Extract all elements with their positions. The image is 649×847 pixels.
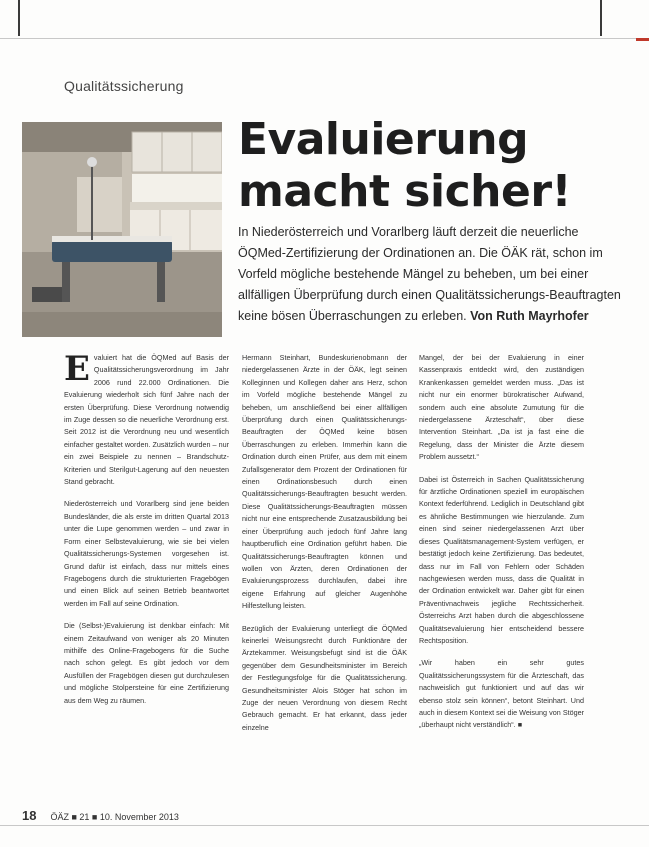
article-column-2 [242, 352, 407, 744]
paragraph: Hermann Steinhart, Bundeskurienobmann der niedergelassenen Ärzte in der ÖÄK, legt seinen Kolleginnen und Kollegen daher ans Herz, schon im Vorfeld mögliche bestehende Mängel zu beheben, um anschließend bei einer allfälligen Überprüfung durch einen Qualitätssicherungs-Beauftragten der ÖQMed keine bösen Überraschungen zu erleben. Immerhin kann die Ordination durch einen Prüfer, aus dem mit einem Zufallsgenerator dem Prozent der Ordinationen für einen Ordinationsbesuch durch einen Qualitätssicherungs-Beauftragten besucht werden. Diese Qualitätssicherungs-Beauftragten müssen nicht nur eine entsprechende Zusatzausbildung bei einer Überprüfung auch jedoch fünf Jahre lang hauptberuflich eine Ordination geführt haben. Die Qualitätssicherungs-Beauftragten können und wollen von Ärzten, deren Ordinationen der Evaluierungsprozess durchlaufen, dabei ihre eigene Erfahrung auf gleicher Augenhöhe Hilfestellung leisten. [242, 353, 407, 611]
dropcap: E [64, 349, 90, 389]
paragraph [419, 657, 584, 731]
bottom-rule [0, 825, 649, 826]
article-photo [22, 122, 222, 337]
page-number: 18 [22, 808, 37, 823]
headline [238, 114, 638, 218]
paragraph: Mangel, der bei der Evaluierung in einer Kassenpraxis entdeckt wird, den zuständigen Krankenkassen gemeldet werden muss. „Das ist nicht nur ein enormer bürokratischer Aufwand, sondern auch eine absolute Zumutung für die niedergelassene Ärzteschaft“, über diese Intervention Steinhart. „Da ist ja fast eine die Regelung, dass der Minister die Ärzte diesem Problem aussetzt.“ [419, 353, 584, 462]
paragraph: Niederösterreich und Vorarlberg sind jene beiden Bundesländer, die als erste im dritten Quartal 2013 unter die Lupe genommen werden – und zwar in Form einer Selbstevaluierung, wie sie bei vielen Qualitätssicherungs-Systemen vorgesehen ist. Grund dafür ist einfach, dass nur mittels eines Fragebogens durch die strukturierten Fragebögen und einen Blick auf seinen Betrieb beantwortet werden im Fall auf seine Ordination. [64, 499, 229, 608]
paragraph: Die (Selbst-)Evaluierung ist denkbar einfach: Mit einem Zeitaufwand von weniger als 20 Minuten mithilfe des Online-Fragebogens für die Suche nach schon gelegt. Es gibt jedoch vor dem Ausfüllen der Fragebögen diesen gut durchzulesen und mögliche Stolpersteine für eine Zertifizierung aus dem Weg zu räumen. [64, 621, 229, 705]
headline-line-1: Evaluierung [238, 114, 529, 165]
paragraph-text: valuiert hat die ÖQMed auf Basis der Qualitätssicherungsverordnung im Jahr 2006 rund 22.000 Ordinationen. Die Evaluierung wiederholt sich fünf Jahre nach der ersten Überprüfung. Diese Verordnung notwendig im Zuge dessen so die neuerliche Verordnung erst. Seit 2012 ist die Verordnung neu und wesentlich einfacher gestaltet worden. Zusätzlich wurden – nur ein zwei Beispiele zu nennen – Brandschutz-Kriterien und Sterilgut-Lagerung auf den neuesten Stand gebracht. [64, 353, 229, 487]
page-footer [22, 808, 179, 823]
headline-line-2: macht sicher! [238, 166, 572, 217]
top-rule [0, 38, 649, 39]
edge-color-mark [636, 38, 649, 41]
crop-mark-left [18, 0, 20, 36]
article-column-3 [419, 352, 584, 742]
lead-paragraph [238, 222, 623, 327]
lead-text: In Niederösterreich und Vorarlberg läuft derzeit die neuerliche ÖQMed-Zertifizierung der Ordinationen an. Die ÖÄK rät, schon im Vorfeld mögliche bestehende Mängel zu beheben, um bei einer allfälligen Überprüfung durch einen Qualitätssicherungs-Beauftragten keine bösen Überraschungen zu erleben. [238, 225, 621, 323]
paragraph-text: „Wir haben ein sehr gutes Qualitätssicherungssystem für die Ärzteschaft, das nachweislich gut funktioniert und auf das wir ebenso stolz sein können“, betont Steinhart. Und auch in diesem Kontext sei die Weisung von Stöger „überhaupt nicht verständlich“. [419, 658, 584, 730]
publication-info: ÖÄZ ■ 21 ■ 10. November 2013 [50, 812, 179, 822]
paragraph: Bezüglich der Evaluierung unterliegt die ÖQMed keinerlei Weisungsrecht durch Funktionäre der Ärztekammer. Weisungsbefugt sind ist die ÖÄK gegenüber dem Gesundheitsminister im Bereich der Festlegungsfolge für die Qualitätssicherung. Gesundheitsminister Alois Stöger hat schon im Zuge der neuen Verordnung von diesem Recht Gebrauch gemacht. Er hat erkannt, dass jeder einzelne [242, 623, 407, 732]
article-column-1 [64, 349, 229, 717]
end-of-article-mark: ■ [517, 720, 523, 730]
examination-room-image [22, 122, 222, 337]
paragraph: Dabei ist Österreich in Sachen Qualitätssicherung für ärztliche Ordinationen speziell im europäischen Kontext federführend. Lediglich in Deutschland gibt es ähnliche Bestimmungen wie hierzulande. Zum einen sind seiner niedergelassenen Arzt über dieses Qualitätsmanagement-System verfügen, er bestätigt jedoch keine Zertifizierung. Das bedeutet, dass nur im Fall von Fehlern oder Schäden nachgewiesen werden muss, dass die Qualität in der Ordination entwickelt war. Daher gibt für einen Präventivnachweis jegliche Rechtssicherheit. Österreichs Arzt haben durch die abgeschlossene Qualitätsevaluierung hier entscheidend bessere Rechtsposition. [419, 474, 584, 645]
paragraph [64, 349, 229, 488]
section-label: Qualitätssicherung [64, 78, 184, 94]
author-byline: Von Ruth Mayrhofer [470, 309, 589, 323]
crop-mark-right [600, 0, 602, 36]
